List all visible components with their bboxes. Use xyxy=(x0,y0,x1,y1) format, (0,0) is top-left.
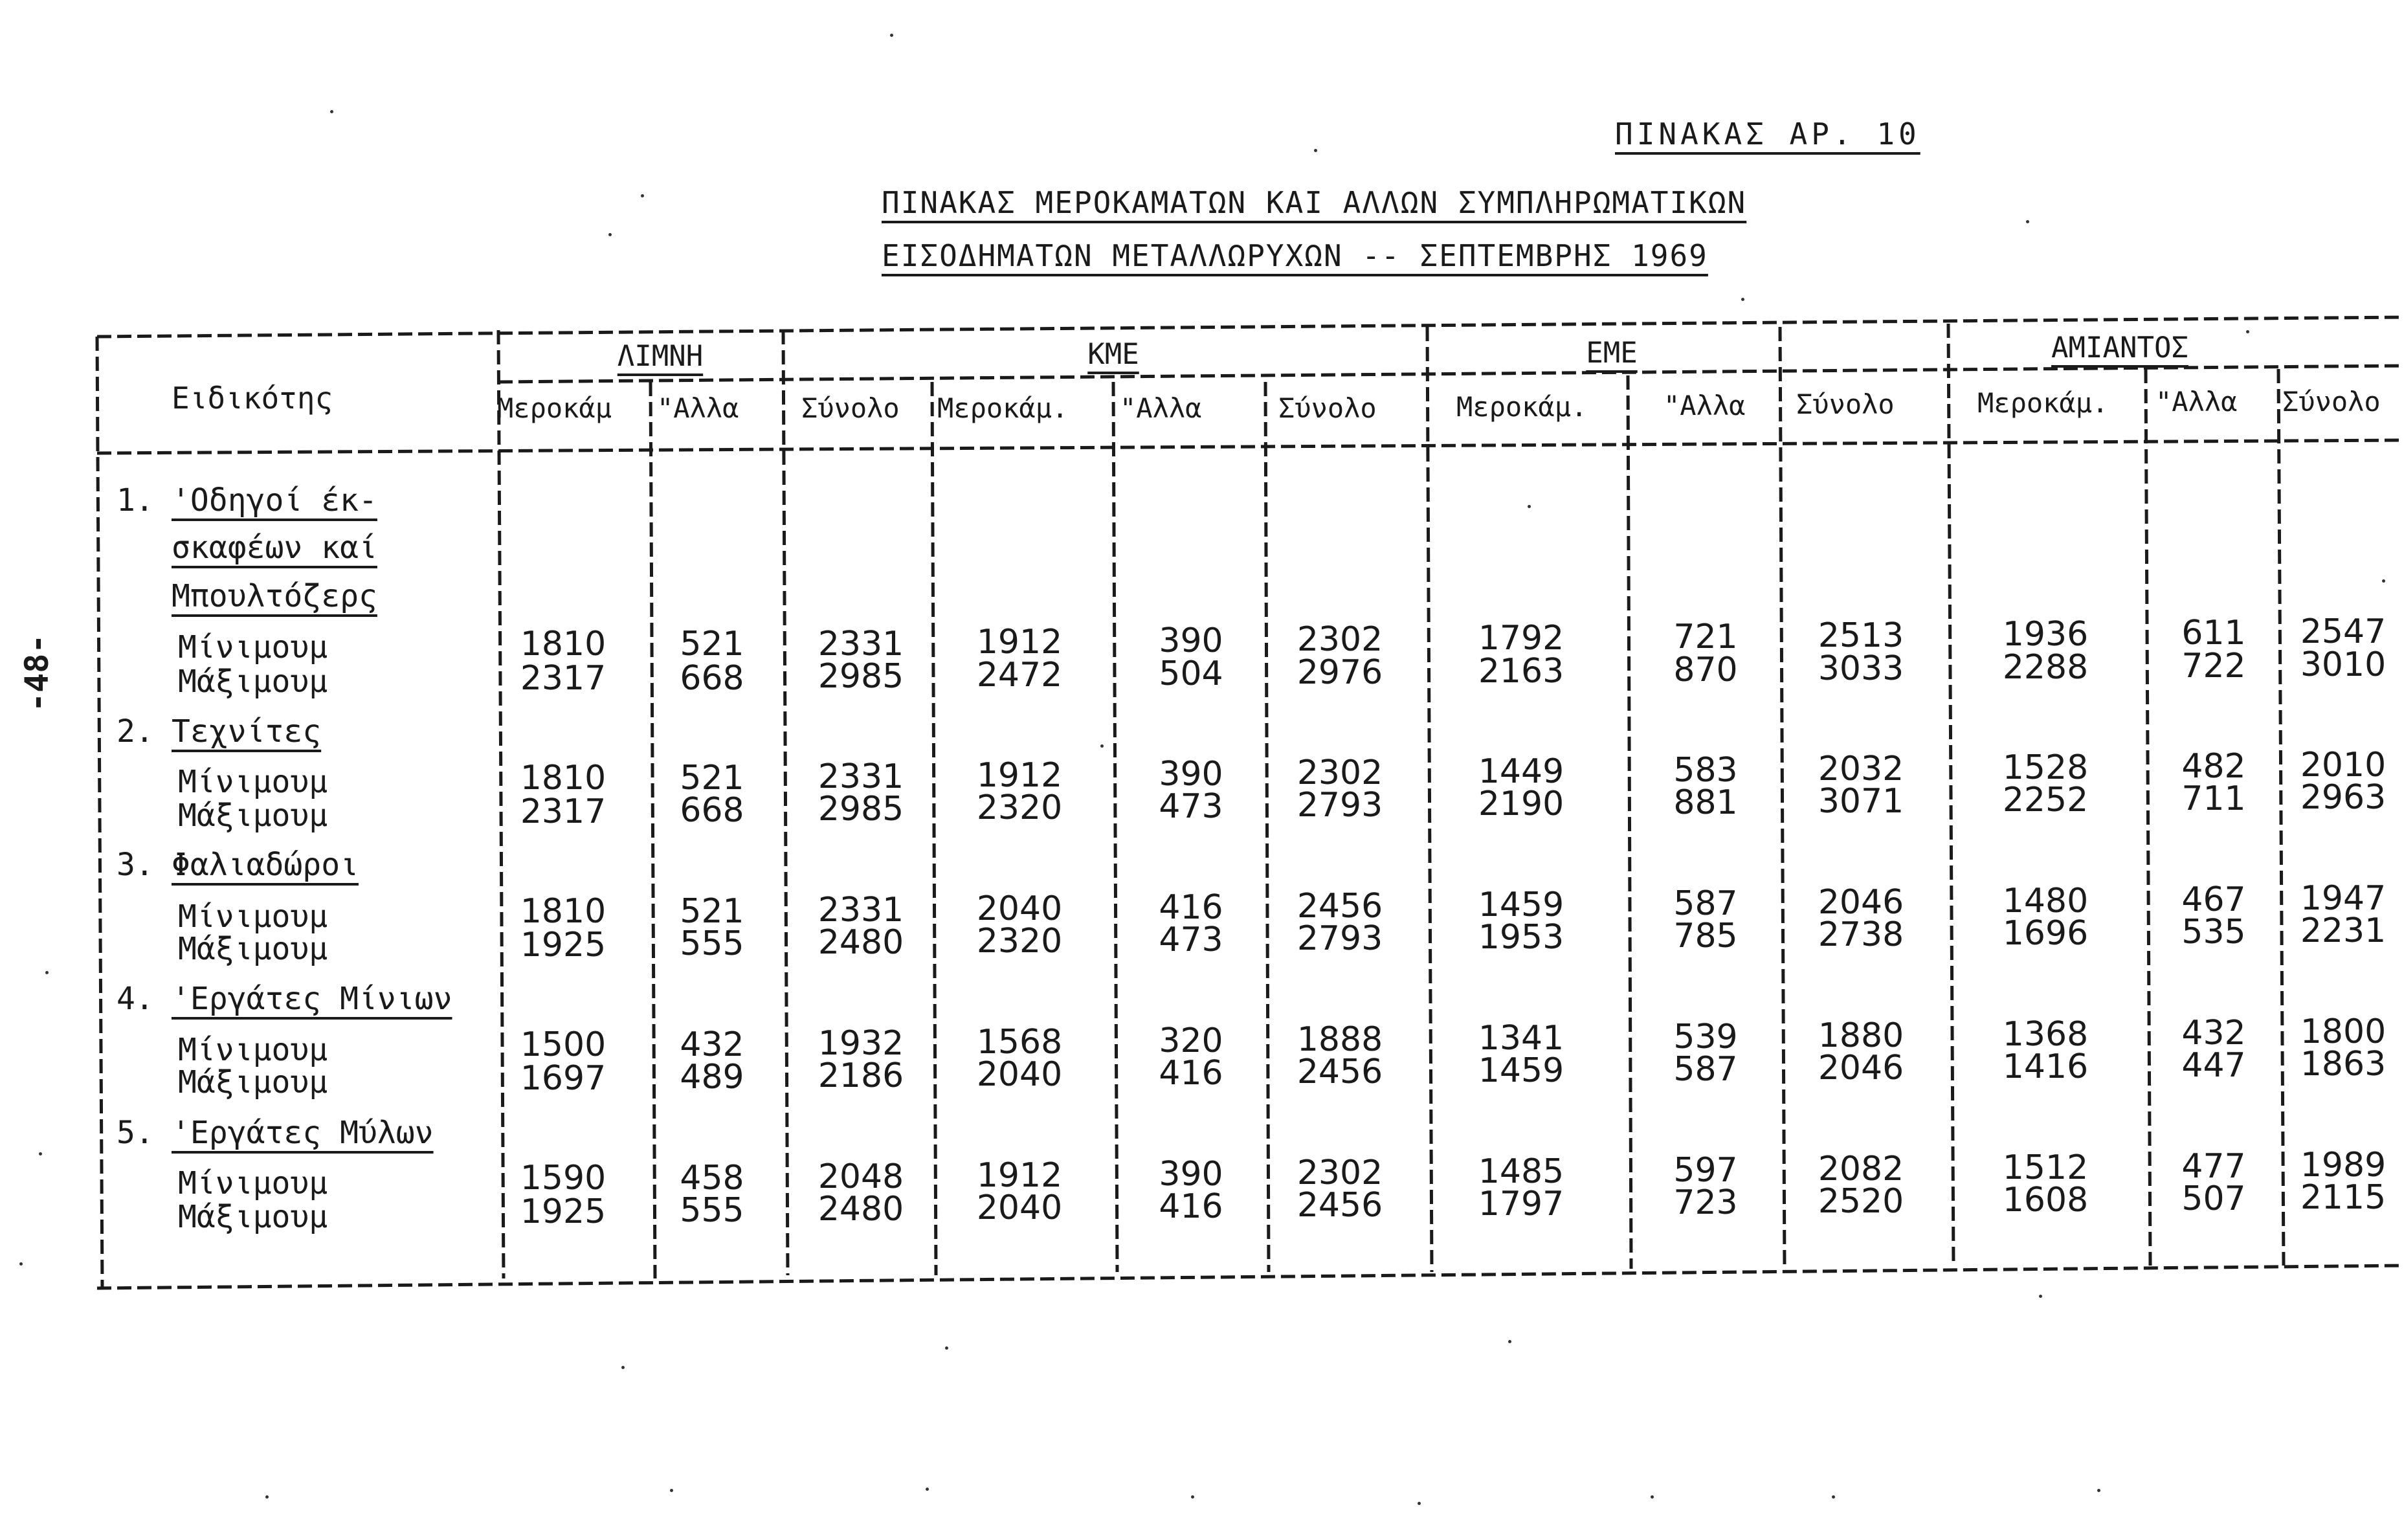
cell: 1932 xyxy=(818,1024,904,1063)
cell: 583 xyxy=(1673,751,1738,790)
table-left-border xyxy=(97,337,102,1288)
scan-speck xyxy=(39,1152,42,1155)
scan-speck xyxy=(2097,1489,2100,1492)
column-header: Σύνολο xyxy=(1796,388,1895,420)
group-header-kme: ΚΜΕ xyxy=(1087,338,1139,371)
cell: 1880 xyxy=(1818,1016,1904,1055)
scan-speck xyxy=(45,971,49,974)
cell: 2302 xyxy=(1297,620,1383,659)
cell: 2520 xyxy=(1818,1182,1904,1221)
cell: 2032 xyxy=(1818,750,1904,788)
scan-speck xyxy=(890,34,893,37)
cell: 2186 xyxy=(818,1056,904,1095)
cell: 668 xyxy=(680,791,744,830)
cell: 2040 xyxy=(976,1188,1063,1227)
cell: 2976 xyxy=(1297,653,1383,692)
cell: 473 xyxy=(1159,787,1223,826)
cell: 539 xyxy=(1673,1018,1738,1056)
cell: 1459 xyxy=(1478,886,1564,924)
scan-speck xyxy=(19,1262,23,1266)
cell: 2115 xyxy=(2300,1178,2387,1217)
cell: 458 xyxy=(680,1159,744,1198)
cell: 1863 xyxy=(2300,1045,2387,1084)
row-label-min: Μίνιμουμ xyxy=(178,898,328,935)
category-number: 3. xyxy=(117,847,154,883)
col-divider xyxy=(1427,327,1432,1272)
category-number: 2. xyxy=(117,713,154,750)
cell: 2480 xyxy=(818,923,904,962)
cell: 504 xyxy=(1159,654,1223,693)
column-header: Σύνολο xyxy=(801,392,900,424)
cell: 2472 xyxy=(976,656,1063,695)
row-label-min: Μίνιμουμ xyxy=(178,764,328,800)
row-label-min: Μίνιμουμ xyxy=(178,1165,328,1201)
column-header: "Αλλα xyxy=(1120,392,1202,424)
row-label-max: Μάξιμουμ xyxy=(178,1064,328,1100)
category-name: 'Εργάτες Μύλων xyxy=(172,1115,434,1151)
scan-speck xyxy=(945,1346,948,1350)
cell: 1800 xyxy=(2300,1012,2387,1051)
cell: 785 xyxy=(1673,917,1738,955)
cell: 2048 xyxy=(818,1157,904,1196)
cell: 2456 xyxy=(1297,887,1383,926)
column-header: Σύνολο xyxy=(1278,392,1377,424)
cell: 2010 xyxy=(2300,746,2387,785)
cell: 1568 xyxy=(976,1023,1063,1062)
cell: 1797 xyxy=(1478,1185,1564,1223)
cell: 1485 xyxy=(1478,1152,1564,1191)
title-line-2: ΕΙΣΟΔΗΜΑΤΩΝ ΜΕΤΑΛΛΩΡΥΧΩΝ -- ΣΕΠΤΕΜΒΡΗΣ 1969 xyxy=(882,238,1708,273)
cell: 390 xyxy=(1159,755,1223,794)
scan-speck xyxy=(2039,1295,2042,1298)
cell: 1925 xyxy=(520,926,607,965)
table-bottom-border xyxy=(97,1266,2404,1288)
cell: 2190 xyxy=(1478,785,1564,823)
column-header: "Αλλα xyxy=(2155,386,2238,418)
scan-speck xyxy=(330,110,333,113)
cell: 3071 xyxy=(1818,782,1904,821)
cell: 555 xyxy=(680,924,744,963)
group-header-amiantos: ΑΜΙΑΝΤΟΣ xyxy=(2051,331,2188,364)
cell: 2046 xyxy=(1818,1049,1904,1088)
cell: 587 xyxy=(1673,884,1738,923)
cell: 2302 xyxy=(1297,1154,1383,1192)
cell: 1500 xyxy=(520,1025,607,1064)
column-header: "Αλλα xyxy=(657,392,739,424)
cell: 390 xyxy=(1159,1155,1223,1194)
cell: 521 xyxy=(680,759,744,798)
cell: 2456 xyxy=(1297,1053,1383,1091)
cell: 447 xyxy=(2181,1046,2246,1085)
cell: 2320 xyxy=(976,788,1063,827)
column-header: Μεροκάμ. xyxy=(1456,391,1588,423)
cell: 1912 xyxy=(976,623,1063,662)
scan-speck xyxy=(1418,1502,1421,1505)
cell: 2320 xyxy=(976,922,1063,961)
cell: 390 xyxy=(1159,621,1223,660)
scan-speck xyxy=(1528,505,1531,508)
cell: 711 xyxy=(2181,779,2246,818)
cell: 870 xyxy=(1673,651,1738,689)
cell: 668 xyxy=(680,659,744,698)
cell: 2252 xyxy=(2002,781,2089,820)
scan-speck xyxy=(265,1495,269,1499)
scan-speck xyxy=(1314,149,1317,152)
cell: 2331 xyxy=(818,891,904,930)
category-name: σκαφέων καί xyxy=(172,530,377,566)
category-name: Τεχνίτες xyxy=(172,713,322,750)
col-divider xyxy=(932,382,936,1275)
cell: 1810 xyxy=(520,625,607,664)
cell: 320 xyxy=(1159,1021,1223,1060)
cell: 2793 xyxy=(1297,919,1383,958)
page-number: -48- xyxy=(18,634,56,712)
cell: 2082 xyxy=(1818,1150,1904,1188)
cell: 722 xyxy=(2181,647,2246,686)
header-bottom-border xyxy=(97,440,2404,453)
cell: 2985 xyxy=(818,657,904,696)
scan-speck xyxy=(2246,330,2249,333)
cell: 1480 xyxy=(2002,882,2089,921)
column-header: Μεροκάμ. xyxy=(937,392,1069,424)
cell: 1368 xyxy=(2002,1015,2089,1054)
cell: 881 xyxy=(1673,783,1738,822)
header-specialty: Ειδικότης xyxy=(172,381,333,416)
col-divider xyxy=(1948,324,1953,1266)
column-header: "Αλλα xyxy=(1664,390,1746,421)
cell: 1697 xyxy=(520,1059,607,1098)
cell: 1912 xyxy=(976,1156,1063,1195)
cell: 597 xyxy=(1673,1151,1738,1190)
cell: 477 xyxy=(2181,1147,2246,1186)
row-label-max: Μάξιμουμ xyxy=(178,1199,328,1235)
cell: 2738 xyxy=(1818,915,1904,954)
scan-speck xyxy=(1100,744,1104,748)
cell: 2317 xyxy=(520,659,607,698)
cell: 587 xyxy=(1673,1050,1738,1089)
title-line-1: ΠΙΝΑΚΑΣ ΜΕΡΟΚΑΜΑΤΩΝ ΚΑΙ ΑΛΛΩΝ ΣΥΜΠΛΗΡΩΜΑΤΙΚΩΝ xyxy=(882,185,1747,220)
column-header: Μεροκάμ xyxy=(497,392,612,424)
cell: 2302 xyxy=(1297,753,1383,792)
col-divider xyxy=(1780,327,1785,1269)
cell: 1912 xyxy=(976,756,1063,795)
cell: 1947 xyxy=(2300,879,2387,918)
scan-speck xyxy=(608,233,612,236)
category-name: Μπουλτόζερς xyxy=(172,578,377,614)
table-number: ΠΙΝΑΚΑΣ ΑΡ. 10 xyxy=(1615,117,1920,151)
cell: 2331 xyxy=(818,625,904,664)
cell: 721 xyxy=(1673,618,1738,656)
scan-speck xyxy=(926,1488,929,1491)
cell: 2288 xyxy=(2002,648,2089,687)
category-number: 4. xyxy=(117,981,154,1017)
cell: 2985 xyxy=(818,790,904,829)
cell: 535 xyxy=(2181,913,2246,952)
cell: 1810 xyxy=(520,759,607,798)
cell: 1459 xyxy=(1478,1051,1564,1090)
cell: 1936 xyxy=(2002,615,2089,654)
cell: 2963 xyxy=(2300,778,2387,817)
cell: 416 xyxy=(1159,888,1223,927)
col-divider xyxy=(1265,382,1269,1272)
cell: 2040 xyxy=(976,1055,1063,1094)
cell: 1792 xyxy=(1478,619,1564,658)
cell: 507 xyxy=(2181,1179,2246,1218)
cell: 467 xyxy=(2181,880,2246,919)
row-label-max: Μάξιμουμ xyxy=(178,664,328,700)
cell: 1888 xyxy=(1297,1020,1383,1059)
col-divider xyxy=(651,382,655,1278)
row-label-min: Μίνιμουμ xyxy=(178,1032,328,1068)
cell: 3010 xyxy=(2300,645,2387,684)
cell: 2331 xyxy=(818,757,904,796)
col-divider xyxy=(498,330,504,1278)
category-name: 'Εργάτες Μίνιων xyxy=(172,981,452,1017)
row-label-max: Μάξιμουμ xyxy=(178,798,328,834)
scan-speck xyxy=(1741,298,1744,301)
cell: 416 xyxy=(1159,1054,1223,1093)
category-number: 5. xyxy=(117,1115,154,1151)
cell: 2793 xyxy=(1297,786,1383,825)
cell: 1341 xyxy=(1478,1019,1564,1058)
cell: 1449 xyxy=(1478,752,1564,791)
col-divider xyxy=(2146,369,2150,1266)
cell: 611 xyxy=(2181,614,2246,653)
cell: 1989 xyxy=(2300,1146,2387,1185)
category-number: 1. xyxy=(117,482,154,519)
cell: 1512 xyxy=(2002,1148,2089,1187)
scan-speck xyxy=(621,1366,625,1369)
scan-speck xyxy=(1191,1495,1194,1499)
row-label-max: Μάξιμουμ xyxy=(178,931,328,967)
cell: 2163 xyxy=(1478,652,1564,691)
col-divider xyxy=(1113,382,1117,1272)
cell: 2040 xyxy=(976,889,1063,928)
row-label-min: Μίνιμουμ xyxy=(178,629,328,665)
cell: 1590 xyxy=(520,1159,607,1198)
cell: 489 xyxy=(680,1058,744,1097)
cell: 521 xyxy=(680,892,744,931)
cell: 482 xyxy=(2181,747,2246,786)
cell: 1696 xyxy=(2002,914,2089,953)
cell: 1608 xyxy=(2002,1181,2089,1220)
category-name: Φαλιαδώροι xyxy=(172,847,359,883)
cell: 2231 xyxy=(2300,911,2387,950)
cell: 2456 xyxy=(1297,1186,1383,1225)
cell: 521 xyxy=(680,625,744,664)
scan-speck xyxy=(1651,1495,1654,1499)
cell: 473 xyxy=(1159,921,1223,959)
scan-speck xyxy=(641,194,644,197)
column-header: Μεροκάμ. xyxy=(1977,387,2109,419)
cell: 2317 xyxy=(520,792,607,831)
cell: 432 xyxy=(2181,1014,2246,1053)
col-divider xyxy=(783,330,788,1275)
cell: 2046 xyxy=(1818,883,1904,922)
col-divider xyxy=(1628,375,1631,1269)
cell: 1953 xyxy=(1478,918,1564,957)
group-header-limni: ΛΙΜΝΗ xyxy=(617,340,704,373)
category-name: 'Οδηγοί έκ- xyxy=(172,482,377,519)
cell: 1528 xyxy=(2002,748,2089,787)
cell: 723 xyxy=(1673,1183,1738,1222)
cell: 2480 xyxy=(818,1190,904,1229)
cell: 432 xyxy=(680,1025,744,1064)
cell: 2513 xyxy=(1818,616,1904,655)
cell: 416 xyxy=(1159,1187,1223,1226)
cell: 1925 xyxy=(520,1192,607,1231)
cell: 1416 xyxy=(2002,1047,2089,1086)
cell: 2547 xyxy=(2300,612,2387,651)
group-header-eme: ΕΜΕ xyxy=(1586,337,1638,370)
scan-speck xyxy=(2026,220,2029,223)
cell: 1810 xyxy=(520,892,607,931)
col-divider xyxy=(2278,369,2284,1266)
column-header: Σύνολο xyxy=(2282,386,2381,418)
scan-speck xyxy=(2382,579,2385,583)
cell: 555 xyxy=(680,1191,744,1230)
scan-speck xyxy=(670,1489,673,1492)
scan-speck xyxy=(1832,1495,1835,1499)
cell: 3033 xyxy=(1818,649,1904,688)
scan-speck xyxy=(1508,1340,1511,1343)
